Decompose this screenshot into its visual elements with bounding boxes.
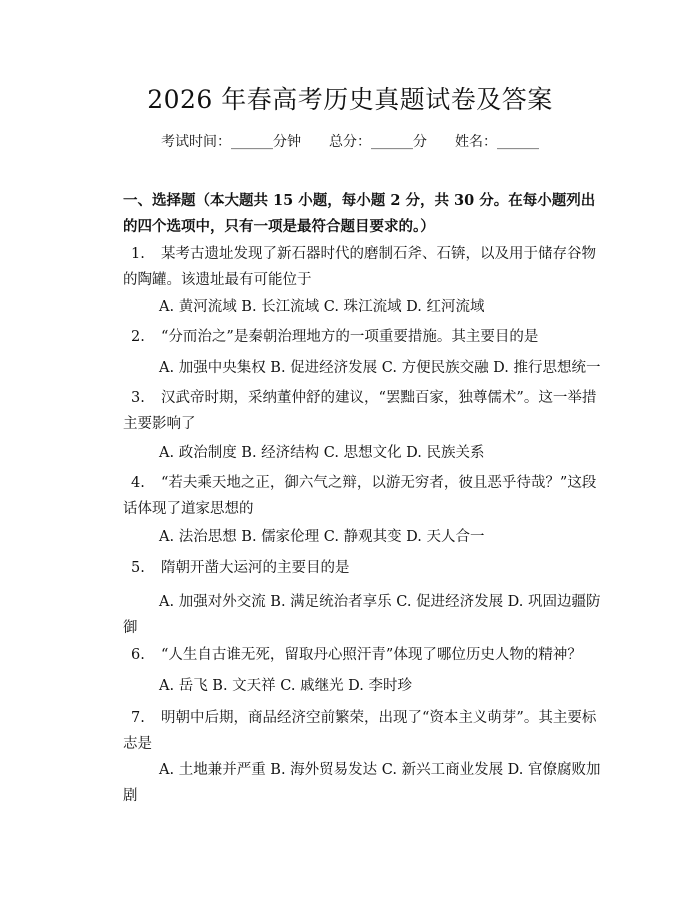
- question-1-options: A. 黄河流域 B. 长江流域 C. 珠江流域 D. 红河流域: [159, 299, 485, 315]
- question-number: 3.: [131, 390, 145, 406]
- question-number: 7.: [131, 710, 145, 726]
- question-text: 隋朝开凿大运河的主要目的是: [161, 560, 350, 576]
- question-number: 6.: [131, 647, 145, 663]
- question-number: 5.: [131, 560, 145, 576]
- exam-meta: [0, 132, 700, 152]
- question-7-options: A. 土地兼并严重 B. 海外贸易发达 C. 新兴工商业发展 D. 官僚腐败加剧: [123, 762, 601, 804]
- exam-time: 考试时间：______分钟: [161, 134, 301, 150]
- question-4: [123, 470, 601, 522]
- student-name: 姓名：______: [455, 134, 539, 150]
- exam-score: 总分：______分: [329, 134, 427, 150]
- question-text: “若夫乘天地之正，御六气之辩，以游无穷者，彼且恶乎待哉？”这段话体现了道家思想的: [123, 475, 597, 517]
- question-2-options: A. 加强中央集权 B. 促进经济发展 C. 方便民族交融 D. 推行思想统一: [159, 360, 601, 376]
- page-title: 2026 年春高考历史真题试卷及答案: [147, 85, 553, 114]
- question-3: [123, 385, 601, 437]
- question-text: 明朝中后期，商品经济空前繁荣，出现了“资本主义萌芽”。其主要标志是: [123, 710, 597, 752]
- question-5-options: A. 加强对外交流 B. 满足统治者享乐 C. 促进经济发展 D. 巩固边疆防御: [123, 594, 601, 636]
- question-3-options: A. 政治制度 B. 经济结构 C. 思想文化 D. 民族关系: [159, 445, 485, 461]
- question-number: 1.: [131, 246, 145, 262]
- question-text: “分而治之”是秦朝治理地方的一项重要措施。其主要目的是: [161, 329, 539, 345]
- question-5: [123, 555, 601, 581]
- question-2: [123, 324, 601, 350]
- question-4-options: A. 法治思想 B. 儒家伦理 C. 静观其变 D. 天人合一: [159, 529, 485, 545]
- question-1: [123, 241, 601, 293]
- question-6: [123, 642, 601, 668]
- question-6-options: A. 岳飞 B. 文天祥 C. 戚继光 D. 李时珍: [159, 678, 413, 694]
- question-text: “人生自古谁无死，留取丹心照汗青”体现了哪位历史人物的精神？: [161, 647, 582, 663]
- question-text: 汉武帝时期，采纳董仲舒的建议，“罢黜百家，独尊儒术”。这一举措主要影响了: [123, 390, 597, 432]
- question-7: [123, 705, 601, 757]
- question-text: 某考古遗址发现了新石器时代的磨制石斧、石锛，以及用于储存谷物的陶罐。该遗址最有可能位于: [123, 246, 596, 288]
- question-number: 4.: [131, 475, 145, 491]
- question-number: 2.: [131, 329, 145, 345]
- section-heading: 一、选择题（本大题共 15 小题，每小题 2 分，共 30 分。在每小题列出的四个选项中，只有一项是最符合题目要求的。）: [123, 192, 596, 235]
